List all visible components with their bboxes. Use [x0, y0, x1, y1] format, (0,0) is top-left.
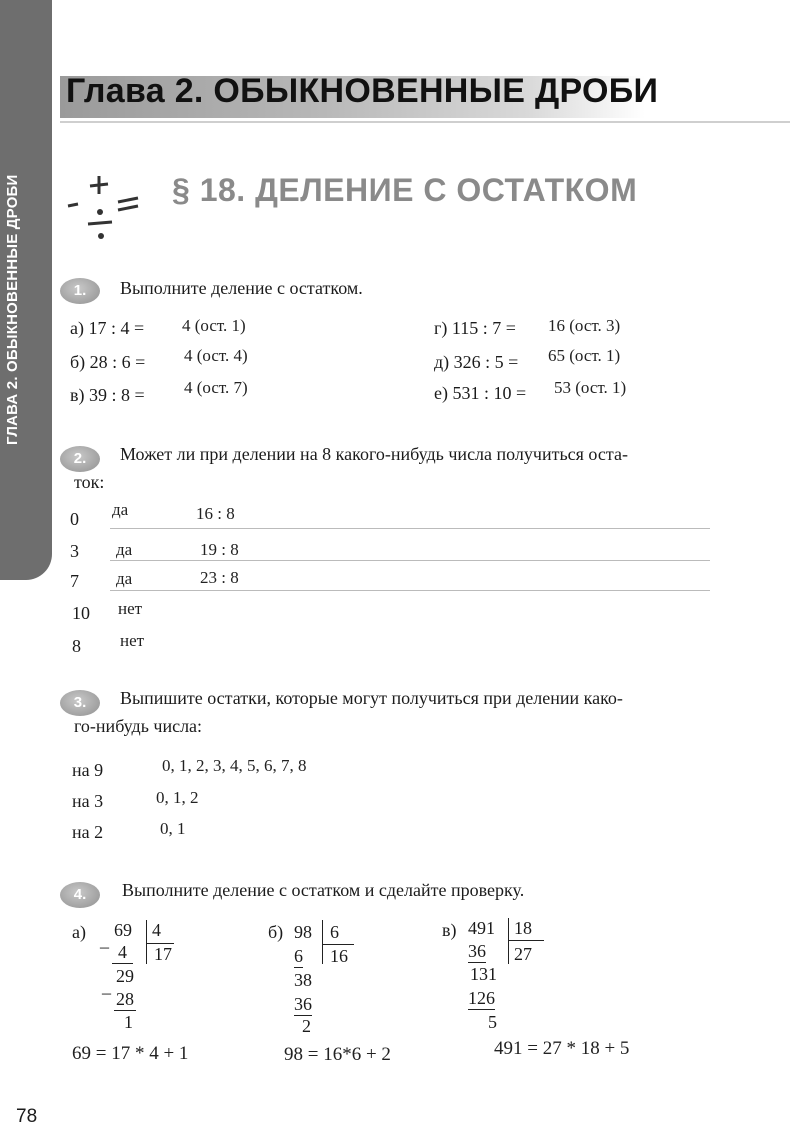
math-operations-icon [66, 172, 156, 250]
ex3-answer: 0, 1, 2 [156, 788, 199, 807]
ex4a-step: 29 [116, 966, 134, 986]
answer-line [110, 560, 710, 561]
ex2-answer: да [112, 500, 129, 519]
ex4b-quotient: 16 [330, 946, 348, 966]
ex4b-check: 98 = 16*6 + 2 [284, 1044, 391, 1065]
exercise-number-badge: 2. [60, 446, 100, 472]
ex2-value: 0 [70, 509, 79, 529]
ex4b-step: 2 [302, 1016, 311, 1036]
ex4c-dividend: 491 [468, 918, 495, 938]
ex4b-step: 36 [294, 994, 312, 1014]
minus-sign: _ [102, 976, 111, 996]
ex1-expr-e: д) 326 : 5 = [434, 352, 519, 372]
exercise-1-text: Выполните деление с остатком. [120, 278, 363, 298]
division-bar [146, 920, 147, 964]
ex4c-check: 491 = 27 * 18 + 5 [494, 1038, 630, 1059]
ex4b-step: 6 [294, 946, 303, 966]
ex4a-dividend: 69 [114, 920, 132, 940]
ex4b-dividend: 98 [294, 922, 312, 942]
ex2-answer: да [116, 569, 133, 588]
ex4c-quotient: 27 [514, 944, 532, 964]
ex4b-divisor: 6 [330, 922, 339, 942]
exercise-number-badge: 3. [60, 690, 100, 716]
ex4c-divisor: 18 [514, 918, 532, 938]
division-bar [322, 920, 323, 964]
ex4c-step: 131 [470, 964, 497, 984]
ex3-label: на 3 [72, 791, 104, 811]
ex4a-step: 28 [116, 989, 134, 1009]
ex4a-divisor: 4 [152, 920, 161, 940]
exercise-number-badge: 4. [60, 882, 100, 908]
section-title: § 18. ДЕЛЕНИЕ С ОСТАТКОМ [172, 172, 638, 208]
answer-line [110, 528, 710, 529]
ex1-answer-e: 65 (ост. 1) [548, 346, 621, 365]
ex2-value: 3 [70, 541, 79, 561]
ex2-value: 10 [72, 603, 90, 623]
ex4b-label: б) [268, 922, 284, 942]
ex1-answer-a: 4 (ост. 1) [182, 316, 246, 335]
chapter-title: Глава 2. ОБЫКНОВЕННЫЕ ДРОБИ [66, 72, 659, 110]
ex4c-label: в) [442, 920, 457, 940]
division-bar [508, 940, 544, 941]
ex4c-step: 36 [468, 941, 486, 961]
ex1-answer-f: 53 (ост. 1) [554, 378, 627, 397]
ex2-value: 7 [70, 571, 79, 591]
ex2-value: 8 [72, 636, 81, 656]
ex1-expr-a: а) 17 : 4 = [70, 318, 145, 338]
ex2-example: 19 : 8 [200, 540, 239, 559]
side-chapter-label: ГЛАВА 2. ОБЫКНОВЕННЫЕ ДРОБИ [4, 174, 21, 445]
ex4a-quotient: 17 [154, 944, 172, 964]
ex1-expr-c: в) 39 : 8 = [70, 385, 145, 405]
ex1-expr-b: б) 28 : 6 = [70, 352, 146, 372]
ex1-expr-d: г) 115 : 7 = [434, 318, 516, 338]
ex4a-step: 1 [124, 1012, 133, 1032]
ex4a-label: а) [72, 922, 86, 942]
ex3-label: на 9 [72, 760, 104, 780]
minus-sign: _ [100, 930, 109, 950]
ex1-answer-b: 4 (ост. 4) [184, 346, 248, 365]
ex1-expr-f: е) 531 : 10 = [434, 383, 527, 403]
ex2-answer: нет [118, 599, 143, 618]
ex4a-check: 69 = 17 * 4 + 1 [72, 1043, 189, 1064]
exercise-4-text: Выполните деление с остатком и сделайте проверку. [122, 880, 525, 900]
ex4c-step: 5 [488, 1012, 497, 1032]
ex2-answer: да [116, 540, 133, 559]
ex4a-step: 4 [112, 942, 133, 964]
exercise-2-text-line1: Может ли при делении на 8 какого-нибудь числа получиться оста- [120, 444, 628, 464]
exercise-3-text-line2: го-нибудь числа: [74, 716, 203, 736]
answer-line [110, 590, 710, 591]
exercise-number-badge: 1. [60, 278, 100, 304]
ex3-label: на 2 [72, 822, 104, 842]
ex3-answer: 0, 1 [160, 819, 186, 838]
exercise-3-text-line1: Выпишите остатки, которые могут получиться при делении како- [120, 688, 623, 708]
page-number: 78 [16, 1106, 38, 1127]
ex4c-step: 126 [468, 988, 495, 1008]
ex3-answer: 0, 1, 2, 3, 4, 5, 6, 7, 8 [162, 756, 307, 775]
ex2-example: 23 : 8 [200, 568, 239, 587]
ex2-example: 16 : 8 [196, 504, 235, 523]
ex4b-step: 38 [294, 970, 312, 990]
ex2-answer: нет [120, 631, 145, 650]
ex1-answer-c: 4 (ост. 7) [184, 378, 248, 397]
exercise-2-text-line2: ток: [74, 472, 105, 492]
ex1-answer-d: 16 (ост. 3) [548, 316, 621, 335]
chapter-divider [60, 121, 790, 123]
